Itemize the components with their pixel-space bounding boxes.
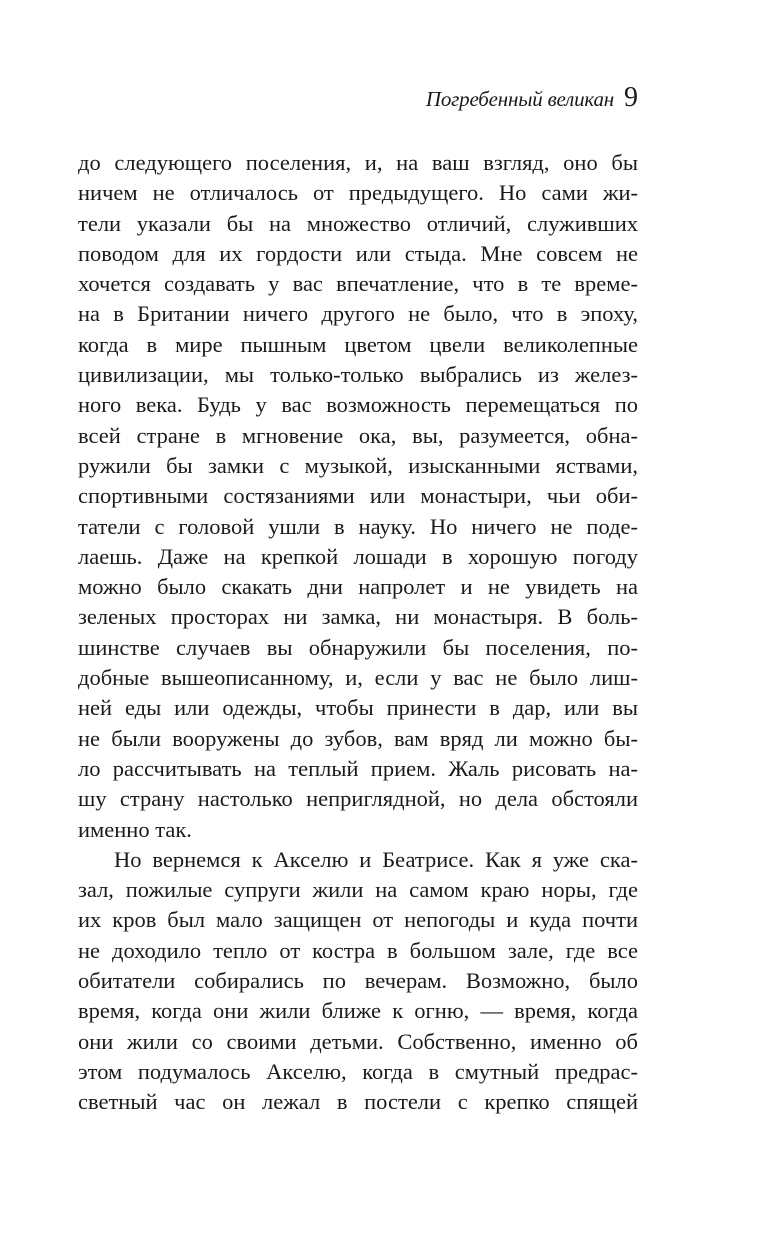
text-line: ло рассчитывать на теплый прием. Жаль рисовать на- (78, 755, 638, 781)
text-line: цивилизации, мы только-только выбрались из желез- (78, 362, 638, 388)
text-line: обитатели собирались по вечерам. Возможно, было (78, 968, 638, 994)
text-line: ружили бы замки с музыкой, изысканными яствами, (78, 452, 638, 478)
text-line: можно было скакать дни напролет и не увидеть на (78, 574, 638, 600)
text-line: время, когда они жили ближе к огню, — время, когда (78, 998, 638, 1024)
text-line: всей стране в мгновение ока, вы, разумеется, обна- (78, 422, 638, 448)
text-line: добные вышеописанному, и, если у вас не было лиш- (78, 665, 638, 691)
text-line: тели указали бы на множество отличий, служивших (78, 210, 638, 236)
text-line: спортивными состязаниями или монастыри, чьи оби- (78, 483, 638, 509)
text-line: зеленых просторах ни замка, ни монастыря. В боль- (78, 604, 638, 630)
text-line: когда в мире пышным цветом цвели великолепные (78, 331, 638, 357)
text-line: они жили со своими детьми. Собственно, именно об (78, 1028, 638, 1054)
text-line: зал, пожилые супруги жили на самом краю норы, где (78, 877, 638, 903)
text-line: светный час он лежал в постели с крепко спящей (78, 1089, 638, 1115)
body-text (78, 148, 638, 1118)
text-line: шинстве случаев вы обнаружили бы поселения, по- (78, 634, 638, 660)
running-title: Погребенный великан (425, 87, 614, 111)
text-line: не доходило тепло от костра в большом зале, где все (78, 937, 638, 963)
text-line: хочется создавать у вас впечатление, что в те време- (78, 271, 638, 297)
page-number: 9 (624, 82, 638, 113)
text-line: на в Британии ничего другого не было, что в эпоху, (78, 301, 638, 327)
text-line: не были вооружены до зубов, вам вряд ли можно бы- (78, 725, 638, 751)
text-line: ного века. Будь у вас возможность перемещаться по (78, 392, 638, 418)
text-line: лаешь. Даже на крепкой лошади в хорошую погоду (78, 543, 638, 569)
text-line: татели с головой ушли в науку. Но ничего не поде- (78, 513, 638, 539)
running-header (78, 82, 638, 114)
text-line: ничем не отличалось от предыдущего. Но сами жи- (78, 180, 638, 206)
text-line: ней еды или одежды, чтобы принести в дар, или вы (78, 695, 638, 721)
text-line: этом подумалось Акселю, когда в смутный предрас- (78, 1058, 638, 1084)
paragraph-last-line: именно так. (78, 816, 192, 842)
text-line: шу страну настолько неприглядной, но дела обстояли (78, 786, 638, 812)
paragraph-first-line: Но вернемся к Акселю и Беатрисе. Как я уже ска- (114, 846, 638, 872)
text-line: до следующего поселения, и, на ваш взгляд, оно бы (78, 150, 638, 175)
text-line: поводом для их гордости или стыда. Мне совсем не (78, 240, 638, 266)
text-line: их кров был мало защищен от непогоды и куда почти (78, 907, 638, 933)
